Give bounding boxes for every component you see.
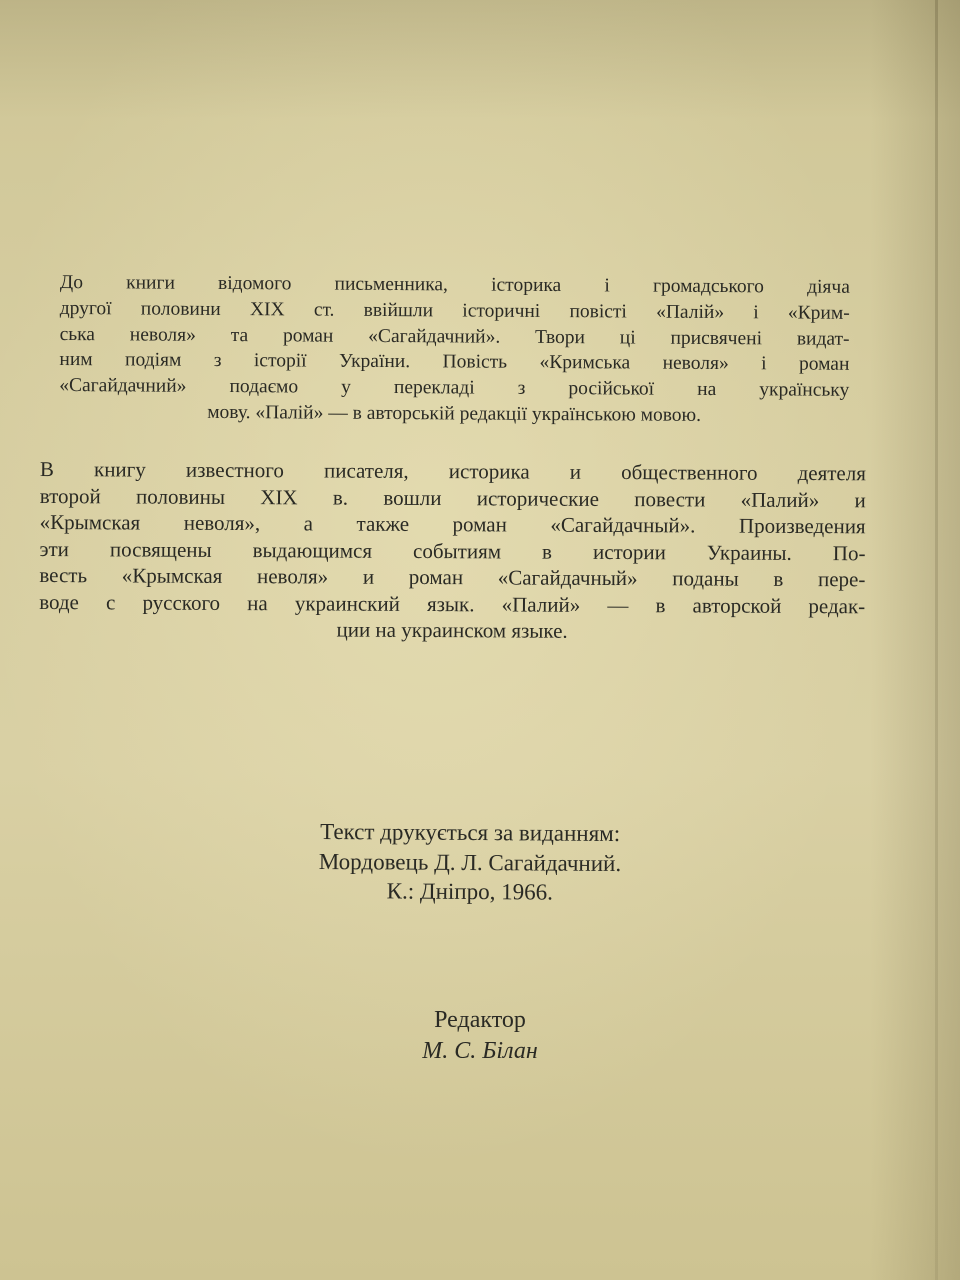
ukrainian-annotation-line: другої половини XIX ст. ввійшли історичні повісті «Палій» і «Крим- (59, 297, 850, 324)
ukrainian-annotation-line: мову. «Палій» — в авторській редакції українською мовою. (207, 401, 702, 426)
source-edition-heading: Текст друкується за виданням: (320, 818, 621, 847)
russian-annotation-line: В книгу известного писателя, историка и общественного деятеля (39, 457, 866, 486)
page-edge (935, 0, 938, 1280)
ukrainian-annotation-line: «Сагайдачний» подаємо у перекладі з російської на українську (59, 375, 850, 402)
editor-credit (280, 1005, 680, 1067)
source-edition-note (180, 816, 761, 909)
russian-annotation-line: воде с русского на украинский язык. «Палий» — в авторской редак- (39, 589, 866, 618)
editor-name: М. С. Білан (422, 1038, 538, 1064)
russian-annotation-line: «Крымская неволя», а также роман «Сагайдачный». Произведения (39, 509, 866, 539)
russian-annotation-line: эти посвящены выдающимся событиям в истории Украины. По- (39, 536, 866, 565)
ukrainian-annotation (59, 270, 850, 430)
ukrainian-annotation-line: ська неволя» та роман «Сагайдачний». Твори ці присвячені видат- (59, 323, 850, 350)
russian-annotation-line: весть «Крымская неволя» и роман «Сагайдачный» поданы в пере- (39, 562, 866, 592)
ukrainian-annotation-line: До книги відомого письменника, історика і громадського діяча (59, 271, 850, 298)
russian-annotation (39, 456, 866, 646)
source-edition-publisher: К.: Дніпро, 1966. (386, 878, 553, 905)
ukrainian-annotation-line: ним подіям з історії України. Повість «Кримська неволя» і роман (59, 349, 850, 376)
page-top-shadow (0, 0, 960, 120)
russian-annotation-line: второй половины XIX в. вошли исторические повести «Палий» и (39, 483, 866, 512)
editor-label: Редактор (434, 1007, 526, 1033)
source-edition-author-title: Мордовець Д. Л. Сагайдачний. (318, 848, 622, 876)
russian-annotation-line: ции на украинском языке. (336, 617, 568, 643)
page-right-shadow (870, 0, 960, 1280)
